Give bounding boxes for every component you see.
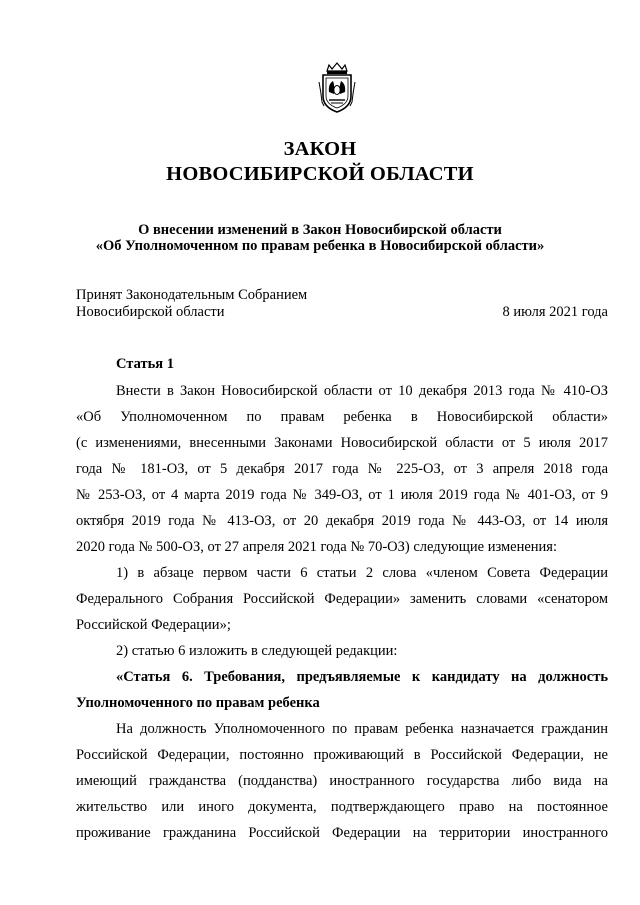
body-line: (с изменениями, внесенными Законами Новосибирской области от 5 июля 2017 — [76, 435, 608, 451]
body-line: На должность Уполномоченного по правам ребенка назначается гражданин — [116, 721, 608, 737]
adopted-by-line2: Новосибирской области — [76, 304, 225, 320]
body-line: 1) в абзаце первом части 6 статьи 2 слова «членом Совета Федерации — [116, 565, 608, 581]
body-line: года № 181-ОЗ, от 5 декабря 2017 года № 225-ОЗ, от 3 апреля 2018 года — [76, 461, 608, 477]
article-heading: Статья 1 — [116, 356, 174, 372]
coat-of-arms-icon — [318, 62, 356, 114]
body-line: «Об Уполномоченном по правам ребенка в Новосибирской области» — [76, 409, 608, 425]
article6-heading-line1: «Статья 6. Требования, предъявляемые к кандидату на должность — [116, 669, 608, 685]
law-title-line1: ЗАКОН — [283, 138, 357, 160]
body-line: Российской Федерации»; — [76, 617, 231, 633]
body-line: 2020 года № 500-ОЗ, от 27 апреля 2021 года № 70-ОЗ) следующие изменения: — [76, 539, 557, 555]
body-line: № 253-ОЗ, от 4 марта 2019 года № 349-ОЗ, от 1 июля 2019 года № 401-ОЗ, от 9 — [76, 487, 608, 503]
body-line: жительство или иного документа, подтверждающего право на постоянное — [76, 799, 608, 815]
body-line: проживание гражданина Российской Федерации на территории иностранного — [76, 825, 608, 841]
adopted-by-line1: Принят Законодательным Собранием — [76, 287, 308, 303]
law-subject-line1: О внесении изменений в Закон Новосибирской области — [138, 222, 502, 238]
law-subject-line2: «Об Уполномоченном по правам ребенка в Новосибирской области» — [95, 238, 545, 254]
body-line: октября 2019 года № 413-ОЗ, от 20 декабря 2019 года № 443-ОЗ, от 14 июля — [76, 513, 608, 529]
body-line: 2) статью 6 изложить в следующей редакции: — [116, 643, 398, 659]
body-line: Российской Федерации, постоянно проживающий в Российской Федерации, не — [76, 747, 608, 763]
adoption-date: 8 июля 2021 года — [502, 304, 608, 320]
article6-heading-line2: Уполномоченного по правам ребенка — [76, 695, 320, 711]
body-line: Внести в Закон Новосибирской области от 10 декабря 2013 года № 410-ОЗ — [116, 383, 608, 399]
law-title-line2: НОВОСИБИРСКОЙ ОБЛАСТИ — [166, 163, 474, 185]
body-line: Федерального Собрания Российской Федерации» заменить словами «сенатором — [76, 591, 608, 607]
body-line: имеющий гражданства (подданства) иностранного государства либо вида на — [76, 773, 608, 789]
